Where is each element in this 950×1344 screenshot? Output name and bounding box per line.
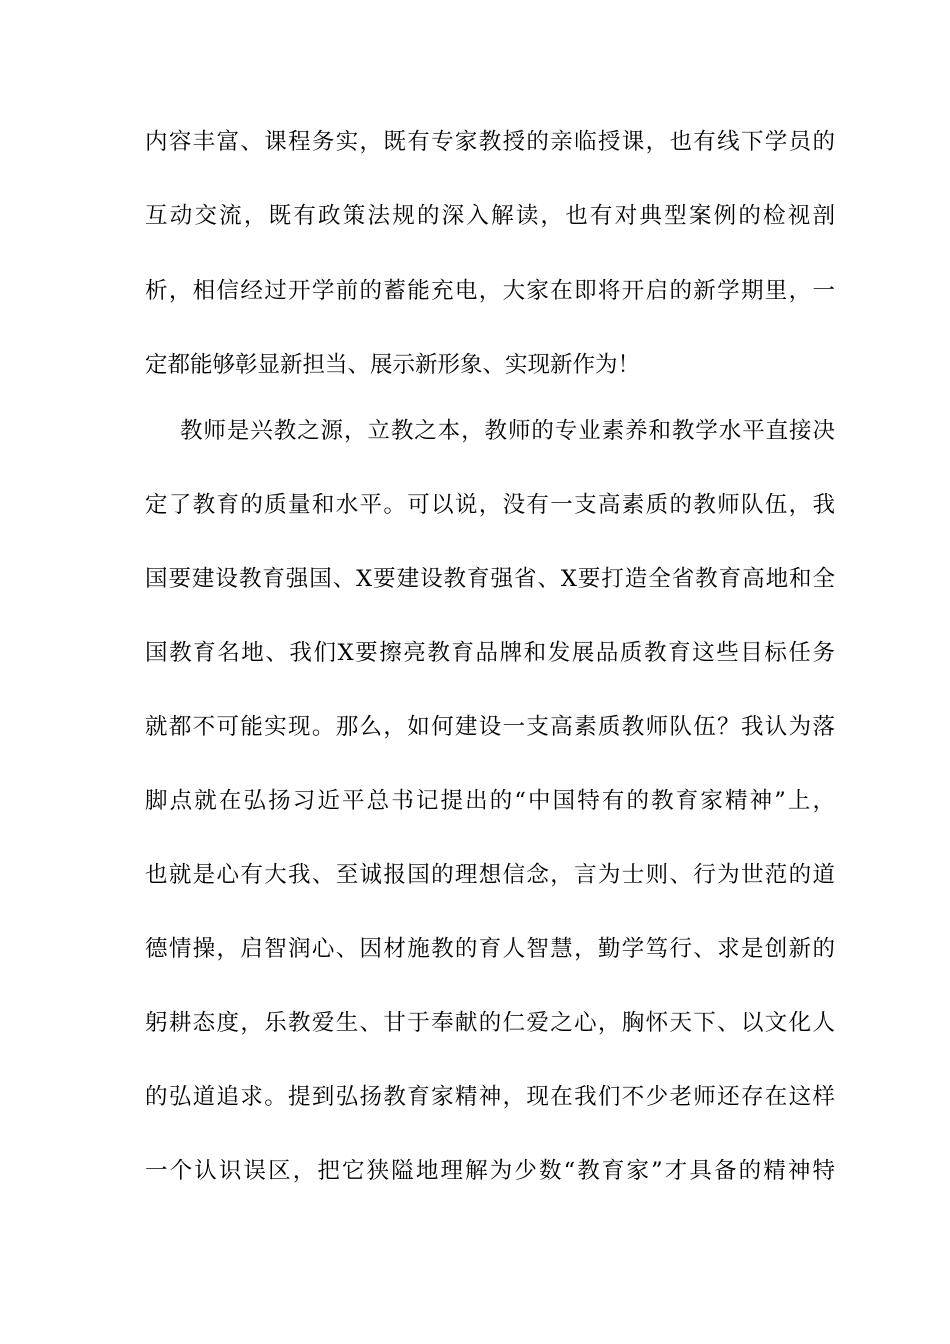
text-line: 国要建设教育强国、X要建设教育强省、X要打造全省教育高地和全 <box>145 566 835 592</box>
text-line: 也就是心有大我、至诚报国的理想信念，言为士则、行为世范的道 <box>145 862 835 888</box>
text-line: 析，相信经过开学前的蓄能充电，大家在即将开启的新学期里，一 <box>145 278 835 304</box>
text-line: 的弘道追求。提到弘扬教育家精神，现在我们不少老师还存在这样 <box>145 1084 835 1110</box>
text-line: 脚点就在弘扬习近平总书记提出的“中国特有的教育家精神”上， <box>145 788 835 814</box>
text-line: 国教育名地、我们X要擦亮教育品牌和发展品质教育这些目标任务 <box>145 640 835 666</box>
text-line: 一个认识误区，把它狭隘地理解为少数“教育家”才具备的精神特 <box>145 1158 835 1184</box>
text-line: 互动交流，既有政策法规的深入解读，也有对典型案例的检视剖 <box>145 203 835 229</box>
text-line: 定了教育的质量和水平。可以说，没有一支高素质的教师队伍，我 <box>145 492 835 518</box>
text-line: 内容丰富、课程务实，既有专家教授的亲临授课，也有线下学员的 <box>145 129 835 155</box>
text-line: 躬耕态度，乐教爱生、甘于奉献的仁爱之心，胸怀天下、以文化人 <box>145 1010 835 1036</box>
paragraph-first-line: 教师是兴教之源，立教之本，教师的专业素养和教学水平直接决 <box>180 418 835 444</box>
text-line: 定都能够彰显新担当、展示新形象、实现新作为！ <box>145 352 641 378</box>
text-line: 就都不可能实现。那么，如何建设一支高素质教师队伍？我认为落 <box>145 714 835 740</box>
text-line: 德情操，启智润心、因材施教的育人智慧，勤学笃行、求是创新的 <box>145 936 835 962</box>
